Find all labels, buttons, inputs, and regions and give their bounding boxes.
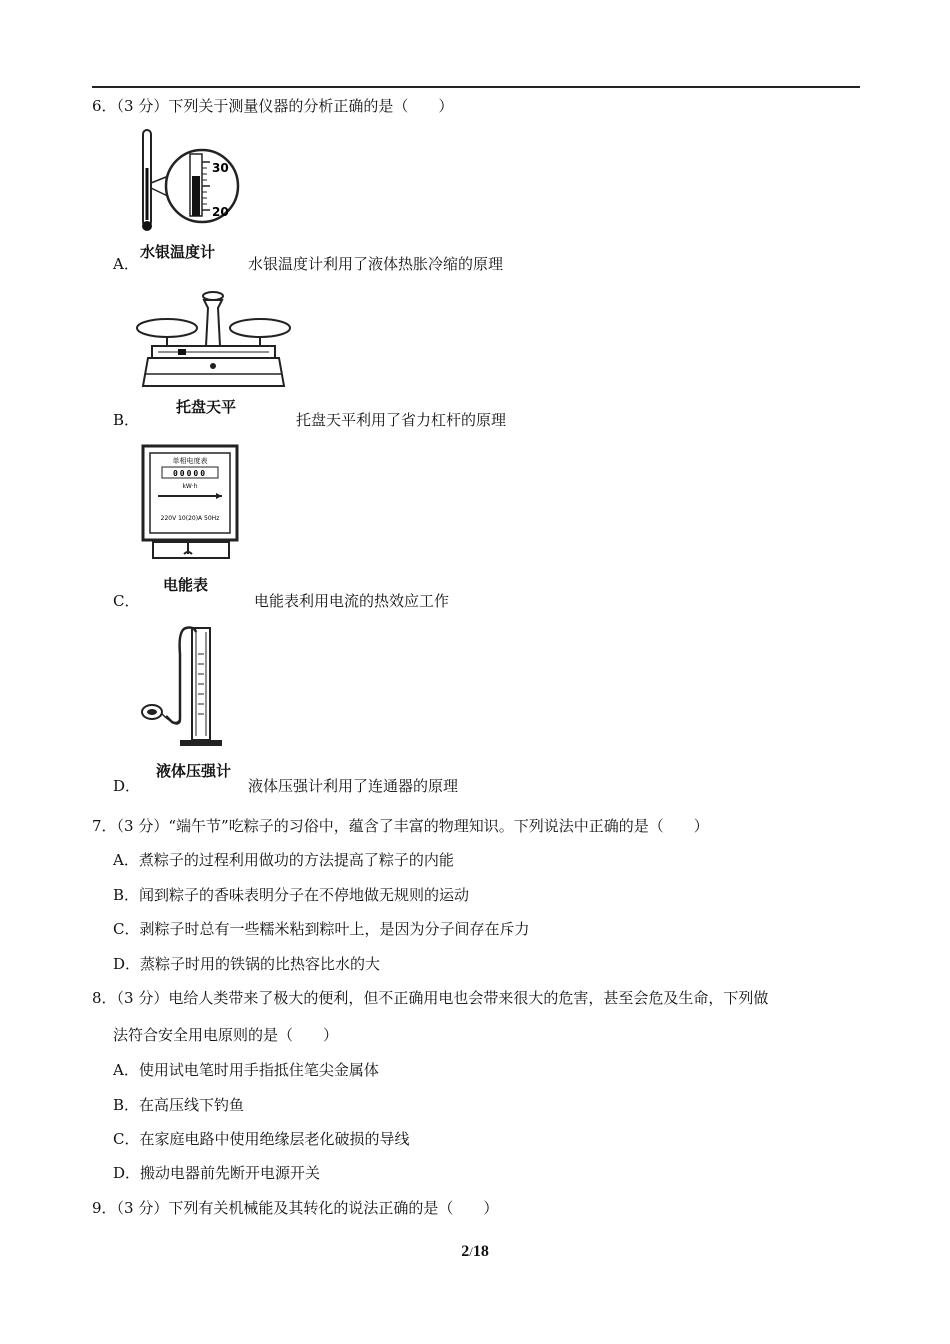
pressure-gauge-caption: 液体压强计 (156, 762, 232, 780)
header-rule (92, 86, 860, 88)
q6-option-d-letter: D． (113, 777, 141, 795)
energy-meter-figure (140, 444, 240, 572)
page-separator: / (469, 1244, 473, 1259)
q8-stem-line1: 8．（3 分）电给人类带来了极大的便利，但不正确用电也会带来很大的危害，甚至会危及生命，下列做 (92, 989, 769, 1007)
q8-option-b: B．在高压线下钓鱼 (113, 1096, 245, 1114)
q6-option-b-letter: B． (113, 411, 140, 429)
q8-option-a: A．使用试电笔时用手指抵住笔尖金属体 (113, 1061, 379, 1079)
page-number (0, 1243, 950, 1261)
q6-option-b-text: 托盘天平利用了省力杠杆的原理 (296, 411, 507, 429)
q7-option-c: C．剥粽子时总有一些糯米粘到粽叶上，是因为分子间存在斥力 (113, 920, 530, 938)
q6-option-c-text: 电能表利用电流的热效应工作 (254, 592, 450, 610)
q9-stem: 9．（3 分）下列有关机械能及其转化的说法正确的是（ ） (92, 1199, 499, 1217)
page-total: 18 (472, 1243, 489, 1260)
thermometer-scale-top: 30 (212, 161, 229, 175)
q8-option-d: D．搬动电器前先断开电源开关 (113, 1164, 321, 1182)
balance-figure (134, 288, 294, 398)
meter-unit: kW·h (182, 483, 198, 490)
meter-specs: 220V 10(20)A 50Hz (160, 515, 220, 522)
q6-option-c-letter: C． (113, 592, 140, 610)
q8-option-c: C．在家庭电路中使用绝缘层老化破损的导线 (113, 1130, 410, 1148)
thermometer-scale-bottom: 20 (212, 205, 229, 219)
q6-option-d-text: 液体压强计利用了连通器的原理 (248, 777, 459, 795)
meter-title: 单相电度表 (172, 457, 208, 465)
balance-caption: 托盘天平 (176, 398, 237, 416)
q8-stem-line2: 法符合安全用电原则的是（ ） (113, 1026, 339, 1044)
q6-option-a-letter: A． (113, 255, 139, 273)
thermometer-caption: 水银温度计 (140, 243, 216, 261)
q6-stem: 6．（3 分）下列关于测量仪器的分析正确的是（ ） (92, 97, 454, 115)
meter-digits: 00000 (172, 469, 208, 478)
thermometer-figure (138, 128, 242, 238)
energy-meter-caption: 电能表 (163, 576, 209, 594)
q7-option-a: A．煮粽子的过程利用做功的方法提高了粽子的内能 (113, 851, 454, 869)
pressure-gauge-figure (136, 624, 246, 752)
q7-stem: 7．（3 分）“端午节”吃粽子的习俗中，蕴含了丰富的物理知识。下列说法中正确的是（ ） (92, 817, 709, 835)
page-current: 2 (461, 1243, 470, 1260)
q7-option-b: B．闻到粽子的香味表明分子在不停地做无规则的运动 (113, 886, 470, 904)
q7-option-d: D．蒸粽子时用的铁锅的比热容比水的大 (113, 955, 381, 973)
q6-option-a-text: 水银温度计利用了液体热胀冷缩的原理 (248, 255, 504, 273)
